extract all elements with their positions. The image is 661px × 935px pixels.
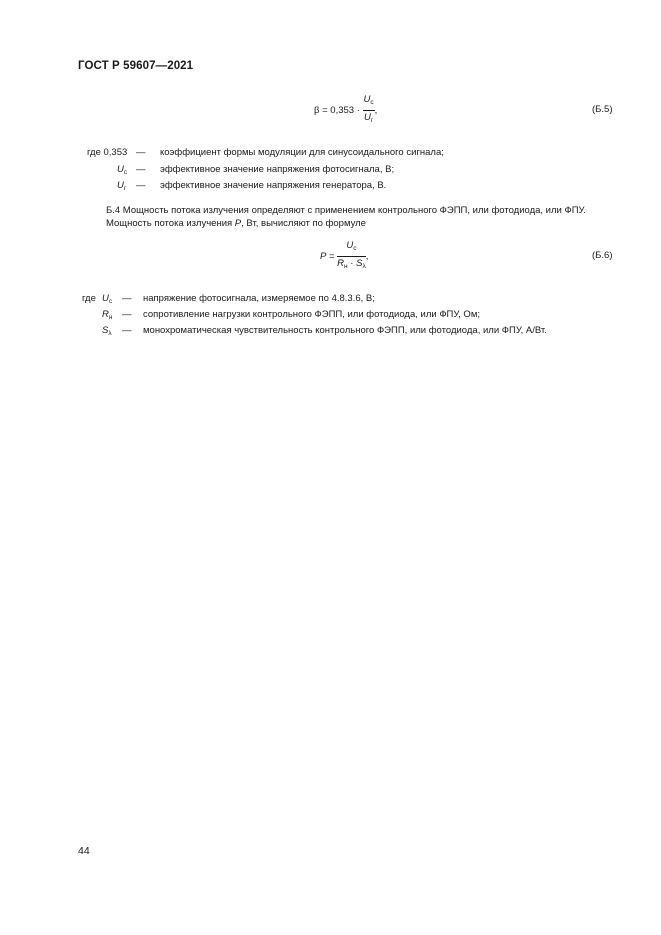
equation-number-b5: (Б.5): [592, 104, 613, 115]
paragraph-b4-line-1: Б.4 Мощность потока излучения определяют с применением контрольного ФЭПП, или фотодиода, или ФПУ.: [106, 205, 586, 216]
where-b5-symbol-3: $U_г$: [117, 180, 127, 192]
where-b6-desc-2: сопротивление нагрузки контрольного ФЭПП, или фотодиода, или ФПУ, Ом;: [143, 309, 480, 320]
formula-b6-fraction: [337, 240, 366, 273]
where-b5-desc-3: эффективное значение напряжения генератора, В.: [160, 180, 387, 191]
formula-b6-denominator: $R_н \cdot S_\lambda$: [337, 258, 366, 270]
where-b6-desc-1: напряжение фотосигнала, измеряемое по 4.8.3.6, В;: [143, 293, 375, 304]
where-b6-dash-2: —: [122, 309, 132, 320]
equation-number-b6: (Б.6): [592, 250, 613, 261]
where-b6-symbol-2: $R_н$: [102, 309, 113, 321]
where-b6-dash-3: —: [122, 325, 132, 336]
formula-b6-lhs: P: [320, 251, 327, 262]
document-header: ГОСТ Р 59607—2021: [78, 60, 194, 72]
formula-b5-tail: ,: [374, 105, 378, 116]
formula-b5: [314, 94, 377, 127]
where-b5-symbol-2: $U_с$: [117, 164, 128, 176]
where-b6-dash-1: —: [122, 293, 132, 304]
formula-b6-numerator: $U_с$: [337, 240, 366, 257]
where-b5-desc-2: эффективное значение напряжения фотосигнала, В;: [160, 164, 395, 175]
where-b5-dash-2: —: [136, 164, 146, 175]
formula-b5-fraction: [363, 94, 375, 127]
where-b5-dash-3: —: [136, 180, 146, 191]
page-number: 44: [78, 845, 90, 857]
formula-b5-denominator: $U_г$: [363, 112, 374, 124]
where-b5-dash-1: —: [136, 147, 146, 158]
formula-b6-tail: ,: [365, 251, 369, 262]
where-b6-symbol-1: $U_с$: [102, 293, 113, 305]
where-b6-prefix: где: [82, 293, 96, 304]
where-b6-desc-3: монохроматическая чувствительность контрольного ФЭПП, или фотодиода, или ФПУ, А/Вт.: [143, 325, 547, 336]
formula-b5-lhs: β = 0,353 ·: [314, 105, 360, 116]
where-b6-symbol-3: $S_\lambda$: [102, 325, 112, 337]
where-b5-prefix: где 0,353: [87, 147, 128, 158]
formula-b6: P = $\frac{U_с}{R_н \cdot S_\lambda}$ ,: [320, 240, 368, 273]
where-b5-desc-1: коэффициент формы модуляции для синусоидального сигнала;: [160, 147, 444, 158]
paragraph-b4-line-2: Мощность потока излучения P, Вт, вычисляют по формуле: [106, 218, 366, 229]
formula-b5-numerator: $U_с$: [363, 94, 375, 111]
